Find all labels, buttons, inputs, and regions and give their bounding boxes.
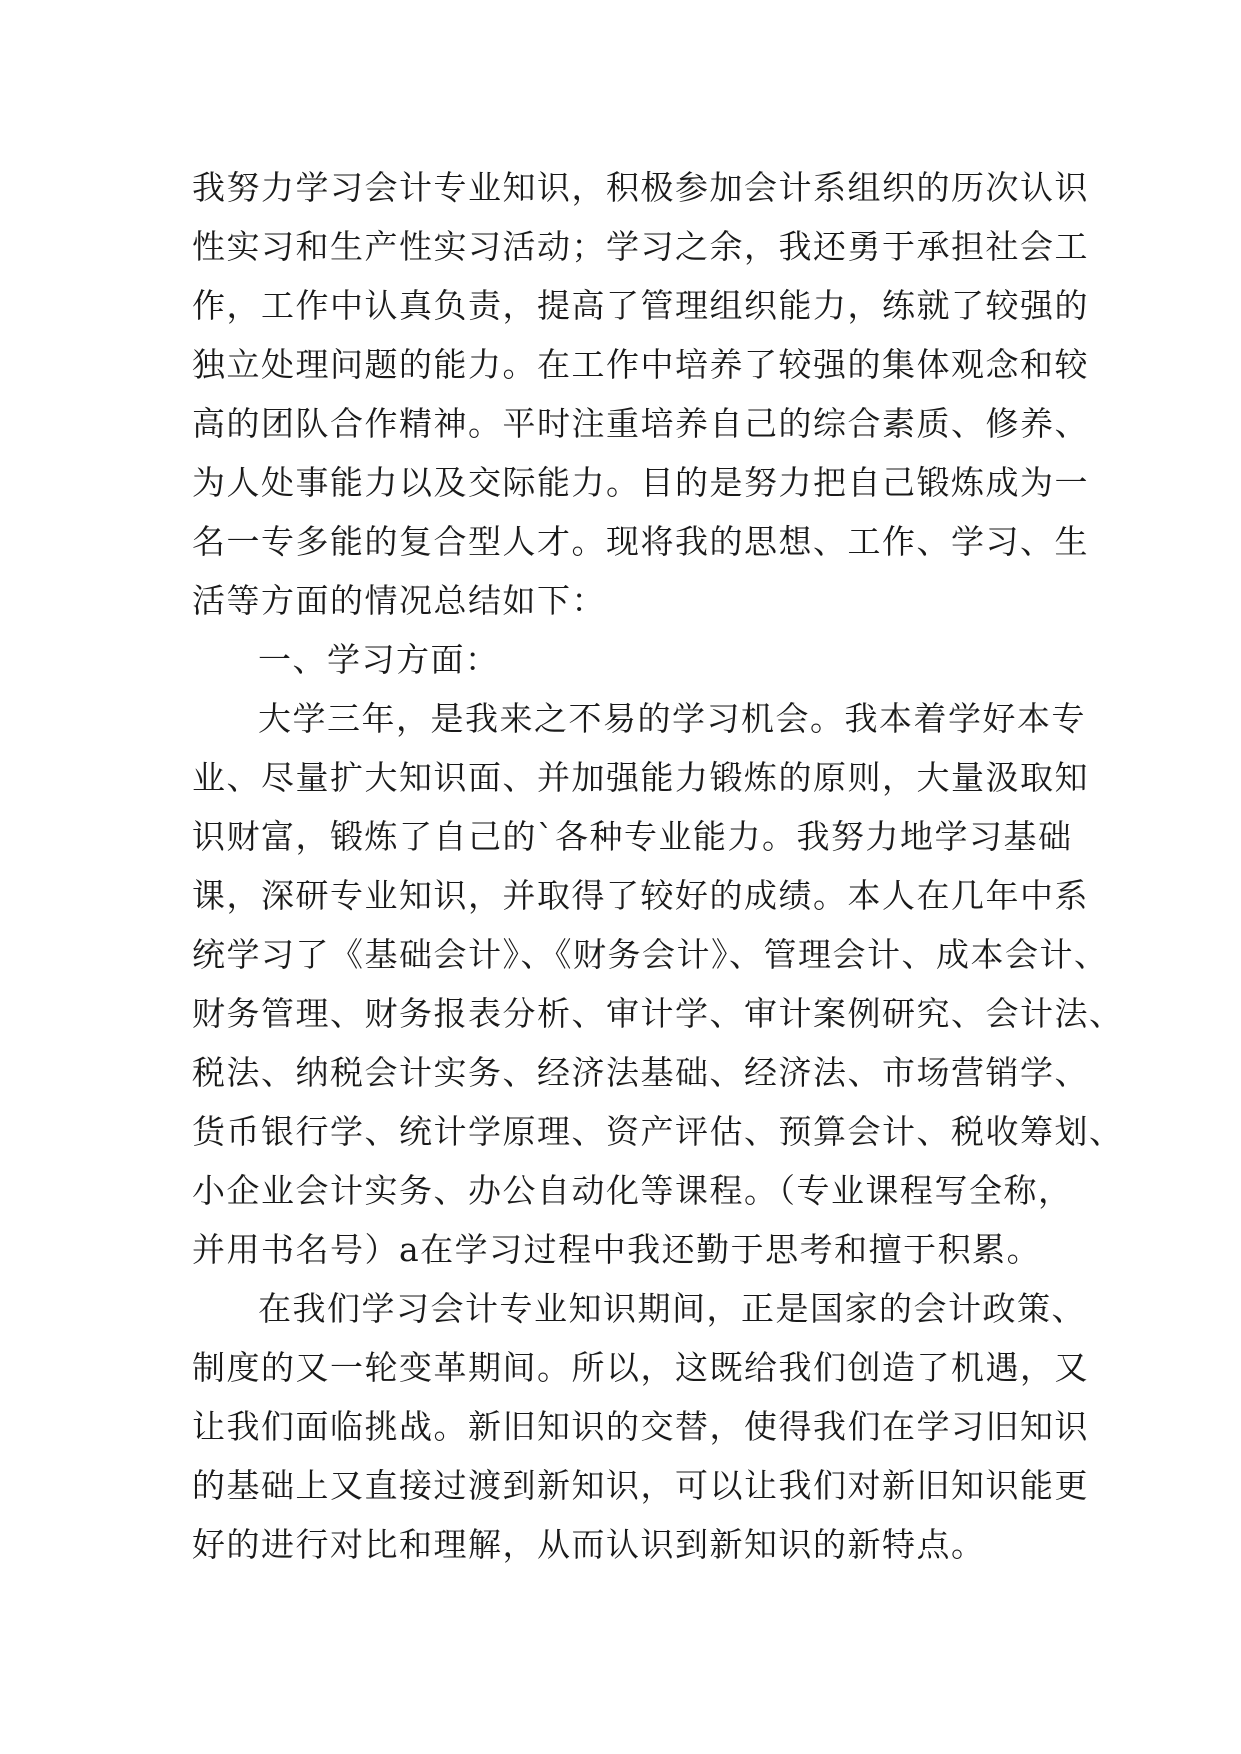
text-line: 为人处事能力以及交际能力。目的是努力把自己锻炼成为一 — [192, 463, 1089, 502]
text-line: 小企业会计实务、办公自动化等课程。（专业课程写全称， — [192, 1171, 1073, 1210]
body-text — [192, 158, 1124, 1574]
text-line: 制度的又一轮变革期间。所以，这既给我们创造了机遇，又 — [192, 1348, 1089, 1387]
text-line: 的基础上又直接过渡到新知识，可以让我们对新旧知识能更 — [192, 1466, 1089, 1505]
text-line: 好的进行对比和理解，从而认识到新知识的新特点。 — [192, 1525, 986, 1564]
text-line: 在我们学习会计专业知识期间，正是国家的会计政策、 — [258, 1289, 1086, 1328]
paragraph-intro — [192, 158, 1089, 630]
text-line: 识财富，锻炼了自己的`各种专业能力。我努力地学习基础 — [192, 817, 1073, 856]
text-line: 课，深研专业知识，并取得了较好的成绩。本人在几年中系 — [192, 876, 1089, 915]
text-line: 让我们面临挑战。新旧知识的交替，使得我们在学习旧知识 — [192, 1407, 1089, 1446]
text-line: 大学三年，是我来之不易的学习机会。我本着学好本专 — [258, 699, 1086, 738]
text-line: 独立处理问题的能力。在工作中培养了较强的集体观念和较 — [192, 345, 1089, 384]
heading-line: 一、学习方面： — [258, 640, 500, 679]
text-line: 名一专多能的复合型人才。现将我的思想、工作、学习、生 — [192, 522, 1089, 561]
text-line: 我努力学习会计专业知识，积极参加会计系组织的历次认识 — [192, 168, 1089, 207]
text-line: 并用书名号）a在学习过程中我还勤于思考和擅于积累。 — [192, 1230, 1042, 1269]
paragraph-study — [192, 689, 1124, 1279]
text-line: 统学习了《基础会计》、《财务会计》、管理会计、成本会计、 — [192, 935, 1109, 974]
text-line: 财务管理、财务报表分析、审计学、审计案例研究、会计法、 — [192, 994, 1124, 1033]
paragraph-policy — [192, 1279, 1089, 1574]
text-line: 活等方面的情况总结如下： — [192, 581, 606, 620]
text-line: 高的团队合作精神。平时注重培养自己的综合素质、修养、 — [192, 404, 1089, 443]
text-line: 性实习和生产性实习活动；学习之余，我还勇于承担社会工 — [192, 227, 1089, 266]
section-heading — [192, 630, 1072, 689]
text-line: 税法、纳税会计实务、经济法基础、经济法、市场营销学、 — [192, 1053, 1089, 1092]
text-line: 业、尽量扩大知识面、并加强能力锻炼的原则，大量汲取知 — [192, 758, 1089, 797]
text-line: 作，工作中认真负责，提高了管理组织能力，练就了较强的 — [192, 286, 1089, 325]
text-line: 货币银行学、统计学原理、资产评估、预算会计、税收筹划、 — [192, 1112, 1124, 1151]
